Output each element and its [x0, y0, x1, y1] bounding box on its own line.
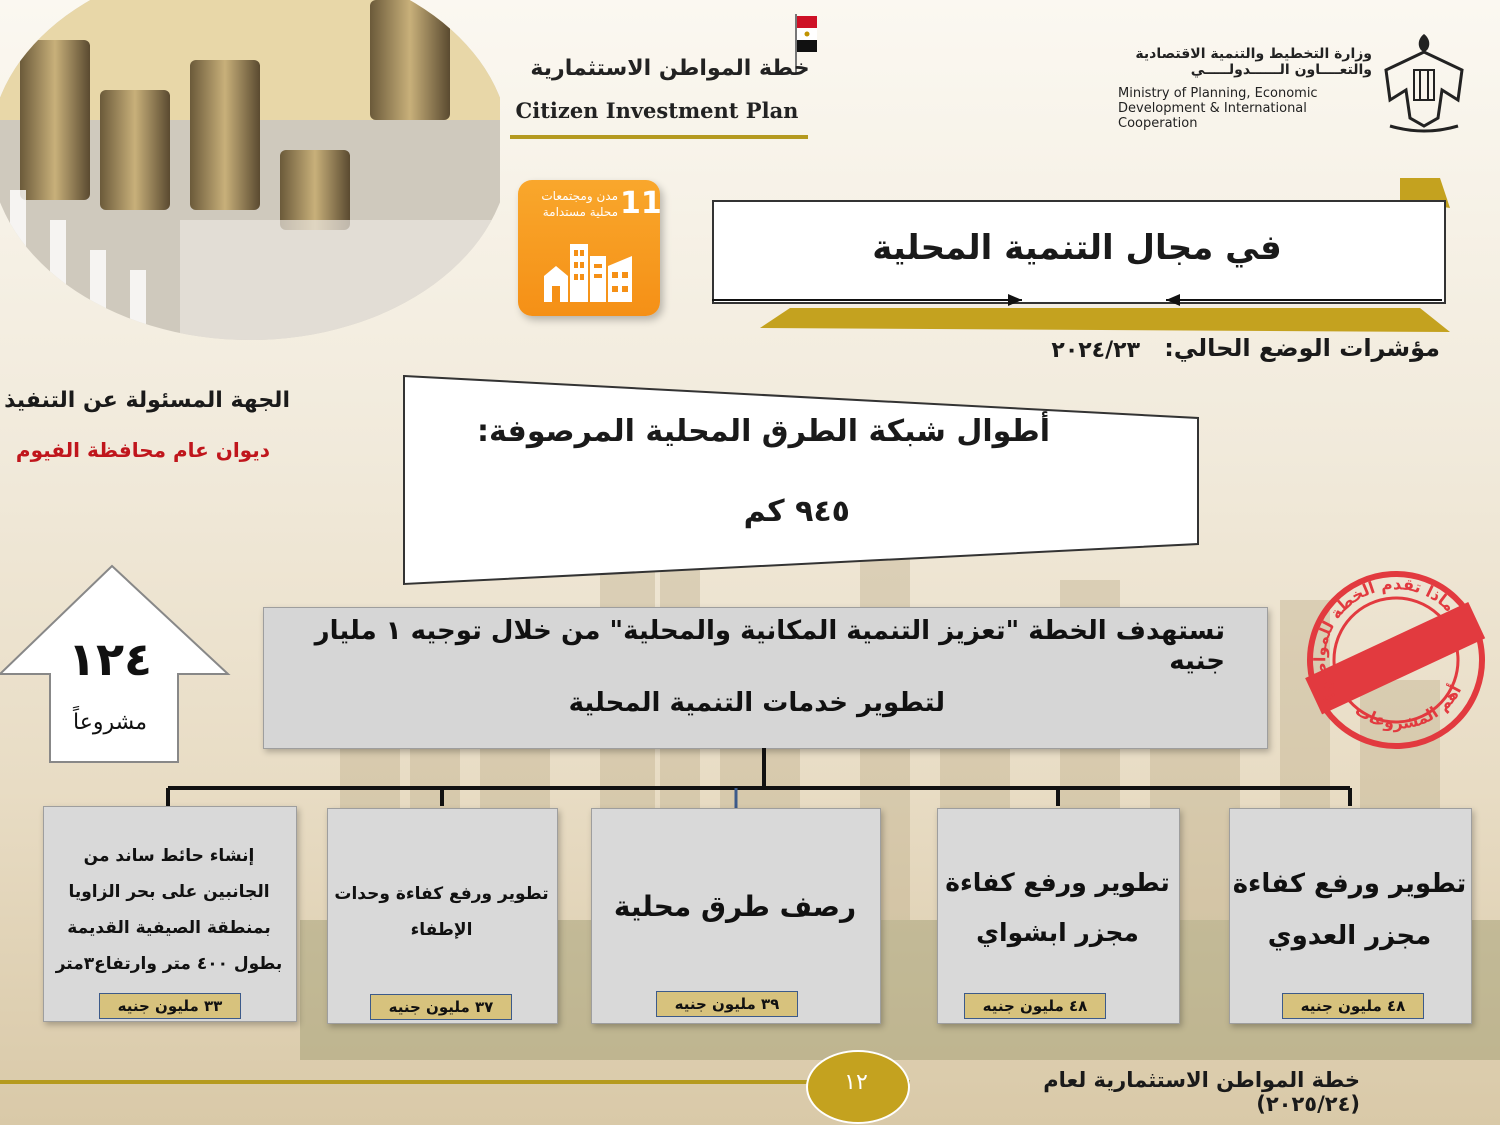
ministry-name-english: Ministry of Planning, Economic Development & International Cooperation: [1118, 86, 1318, 131]
project-title-ibshway: تطوير ورفع كفاءة مجزر ابشواي: [945, 868, 1170, 947]
responsible-entity-name: ديوان عام محافظة الفيوم: [15, 438, 270, 462]
projects-count-number: ١٢٤: [67, 632, 153, 686]
project-title-retaining-wall: إنشاء حائط ساند من الجانبين على بحر الزاويا بمنطقة الصيفية القديمة بطول ٤٠٠ متر وارتفاع٣متر: [55, 846, 283, 974]
sdg-label: مدن ومجتمعات محلية مستدامة: [541, 189, 618, 219]
project-cost-aladawi: ٤٨ مليون جنيه: [1282, 993, 1424, 1019]
eagle-emblem-icon: [1376, 30, 1472, 134]
indicators-year: ٢٠٢٤/٢٣: [1051, 338, 1140, 363]
projects-count-unit: مشروعاً: [72, 710, 147, 735]
goal-line2: لتطوير خدمات التنمية المحلية: [568, 688, 945, 718]
title-underline: [510, 135, 808, 139]
key-projects-stamp: [1296, 560, 1496, 760]
responsible-entity-label: الجهة المسئولة عن التنفيذ: [4, 388, 290, 413]
coins-illustration: [0, 0, 500, 340]
road-network-box: [400, 372, 1200, 588]
stamp-line1: ماذا تقدم الخطة للمواطن؟: [1310, 574, 1460, 707]
project-cost-roads: ٣٩ مليون جنيه: [656, 991, 798, 1017]
section-title: في مجال التنمية المحلية: [872, 228, 1282, 268]
goal-line1: تستهدف الخطة "تعزيز التنمية المكانية والمحلية" من خلال توجيه ١ مليار جنيه: [314, 616, 1225, 676]
plan-title-arabic: خطة المواطن الاستثمارية: [530, 56, 810, 81]
sdg-number: 11: [620, 186, 662, 221]
stamp-line2: أهم المشروعات: [1351, 681, 1466, 733]
ministry-name-arabic: وزارة التخطيط والتنمية الاقتصادية والتعــــاون الــــــدولـــــي: [1135, 46, 1372, 78]
footer-plan-title: خطة المواطن الاستثمارية لعام (٢٠٢٥/٢٤): [1043, 1068, 1360, 1116]
project-cost-firefighting: ٣٧ مليون جنيه: [370, 994, 512, 1020]
road-network-value: ٩٤٥ كم: [743, 494, 850, 529]
project-cost-retaining-wall: ٣٣ مليون جنيه: [99, 993, 241, 1019]
plan-title-english: Citizen Investment Plan: [515, 98, 799, 123]
city-buildings-icon: [540, 236, 636, 302]
road-network-label: أطوال شبكة الطرق المحلية المرصوفة:: [476, 414, 1050, 449]
page-number: ١٢: [844, 1070, 868, 1095]
title-arrows: [712, 286, 1442, 306]
project-title-aladawi: تطوير ورفع كفاءة مجزر العدوي: [1232, 869, 1467, 951]
project-title-roads: رصف طرق محلية: [613, 890, 857, 923]
project-title-firefighting: تطوير ورفع كفاءة وحدات الإطفاء: [334, 884, 549, 940]
footer-gold-line: [0, 1080, 910, 1084]
project-cost-ibshway: ٤٨ مليون جنيه: [964, 993, 1106, 1019]
indicators-label: مؤشرات الوضع الحالي:: [1164, 334, 1440, 362]
